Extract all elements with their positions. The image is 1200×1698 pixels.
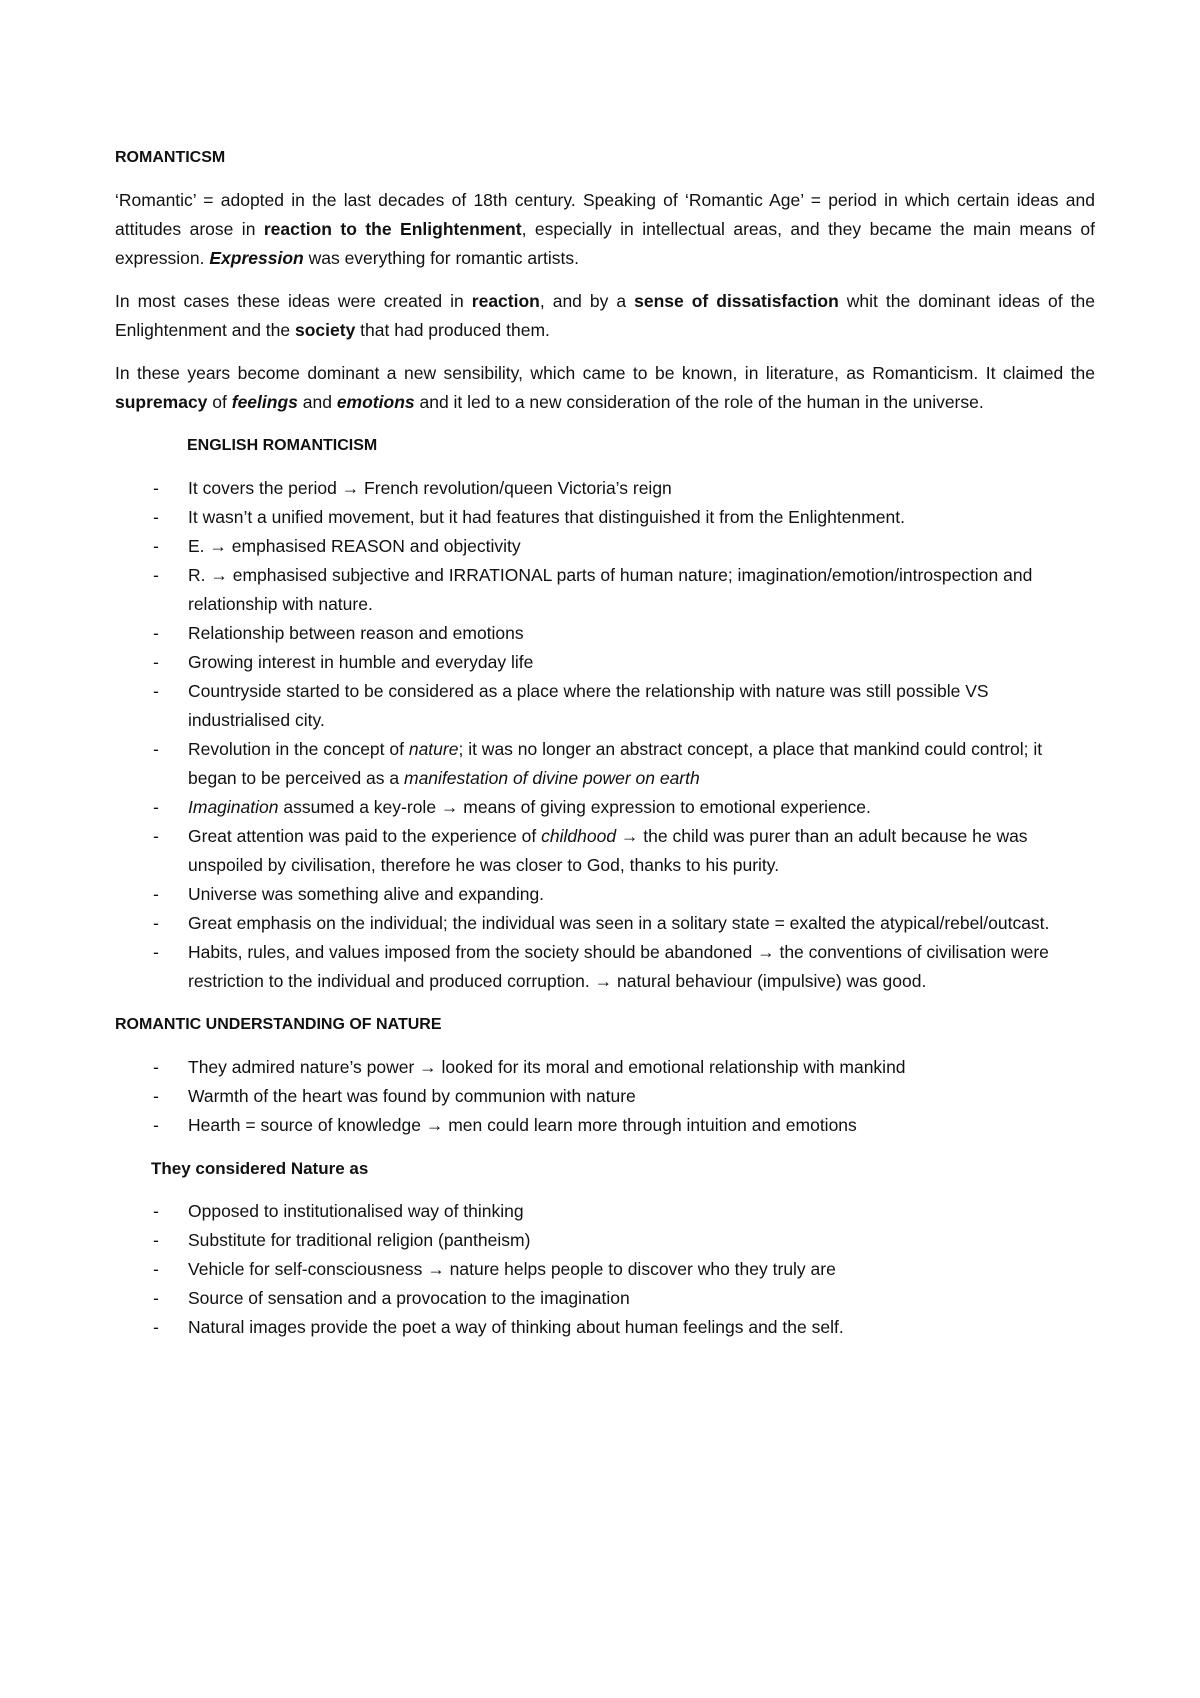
dash-bullet: - <box>153 478 159 498</box>
intro-paragraph-1 <box>115 186 1095 273</box>
dash-bullet: - <box>153 826 159 846</box>
list-item <box>115 793 1095 822</box>
list-item <box>115 735 1095 793</box>
list-item-text: Opposed to institutionalised way of thinking <box>188 1201 524 1221</box>
list-item <box>115 1053 1095 1082</box>
romantic-nature-heading: ROMANTIC UNDERSTANDING OF NATURE <box>115 1016 442 1033</box>
dash-bullet: - <box>153 1086 159 1106</box>
bold-text: sense of dissatisfaction <box>634 291 839 311</box>
dash-bullet: - <box>153 681 159 701</box>
list-item-text: Warmth of the heart was found by communion with nature <box>188 1086 636 1106</box>
list-item-text: Universe was something alive and expanding. <box>188 884 545 904</box>
list-item-text: Growing interest in humble and everyday life <box>188 652 534 672</box>
list-item <box>115 1111 1095 1140</box>
list-item <box>115 532 1095 561</box>
list-item <box>115 909 1095 938</box>
list-item-text: Countryside started to be considered as a place where the relationship with nature was still possible VS industrialised city. <box>188 681 989 730</box>
dash-bullet: - <box>153 536 159 556</box>
dash-bullet: - <box>153 942 159 962</box>
considered-nature-list <box>115 1197 1095 1342</box>
list-item <box>115 880 1095 909</box>
bold-italic-text: emotions <box>336 392 415 412</box>
list-item-text: It covers the period → French revolution/queen Victoria’s reign <box>188 478 672 498</box>
list-item <box>115 474 1095 503</box>
list-item <box>115 1284 1095 1313</box>
list-item <box>115 677 1095 735</box>
dash-bullet: - <box>153 652 159 672</box>
dash-bullet: - <box>153 1057 159 1077</box>
italic-text: Imagination <box>188 797 279 817</box>
text-run: of <box>207 392 232 412</box>
list-item <box>115 561 1095 619</box>
italic-text: manifestation of divine power on earth <box>404 768 700 788</box>
text-run: In most cases these ideas were created in <box>115 291 472 311</box>
text-run: and <box>297 392 337 412</box>
list-item <box>115 938 1095 996</box>
document-page <box>115 143 1095 1342</box>
list-item-text: Relationship between reason and emotions <box>188 623 524 643</box>
text-run: ; it was no longer an abstract concept, a place that mankind could control; it began to be perceived as a <box>188 739 1043 788</box>
text-run: In these years become dominant a new sensibility, which came to be known, in literature, as Romanticism. It claimed the <box>115 363 1095 383</box>
list-item-text: Natural images provide the poet a way of thinking about human feelings and the self. <box>188 1317 844 1337</box>
list-item-text: Substitute for traditional religion (pantheism) <box>188 1230 531 1250</box>
list-item-text: Great emphasis on the individual; the individual was seen in a solitary state = exalted the atypical/rebel/outcast. <box>188 913 1050 933</box>
list-item-text: Hearth = source of knowledge → men could learn more through intuition and emotions <box>188 1115 857 1135</box>
list-item-text: E. → emphasised REASON and objectivity <box>188 536 521 556</box>
italic-text: nature <box>408 739 459 759</box>
text-run: , and by a <box>539 291 635 311</box>
italic-text: childhood <box>541 826 617 846</box>
dash-bullet: - <box>153 1230 159 1250</box>
text-run: Great attention was paid to the experience of <box>188 826 542 846</box>
list-item-text: They admired nature’s power → looked for its moral and emotional relationship with mankind <box>188 1057 906 1077</box>
bold-text: society <box>295 320 356 340</box>
english-romanticism-heading: ENGLISH ROMANTICISM <box>187 437 378 454</box>
dash-bullet: - <box>153 1317 159 1337</box>
dash-bullet: - <box>153 884 159 904</box>
list-item-text: Source of sensation and a provocation to the imagination <box>188 1288 630 1308</box>
list-item-text: It wasn’t a unified movement, but it had features that distinguished it from the Enlightenment. <box>188 507 905 527</box>
list-item <box>115 503 1095 532</box>
text-run: assumed a key-role → means of giving expression to emotional experience. <box>278 797 871 817</box>
list-item <box>115 1255 1095 1284</box>
text-run: ‘Romantic’ = adopted in the last decades of 18th century. Speaking of ‘Romantic Age’ = period in which certain ideas and attitudes arose in <box>115 190 1095 239</box>
list-item-text: Habits, rules, and values imposed from the society should be abandoned → the conventions of civilisation were restriction to the individual and produced corruption. → natural behaviour (impulsive) was good. <box>188 942 1049 991</box>
list-item <box>115 648 1095 677</box>
romantic-nature-list <box>115 1053 1095 1140</box>
dash-bullet: - <box>153 1201 159 1221</box>
considered-nature-heading: They considered Nature as <box>151 1159 369 1178</box>
page-title: ROMANTICSM <box>115 149 226 166</box>
dash-bullet: - <box>153 565 159 585</box>
dash-bullet: - <box>153 739 159 759</box>
bold-text: supremacy <box>115 392 208 412</box>
text-run: was everything for romantic artists. <box>303 248 579 268</box>
text-run: whit the dominant ideas of the Enlightenment and the <box>115 291 1095 340</box>
text-run: that had produced them. <box>355 320 550 340</box>
list-item <box>115 1226 1095 1255</box>
dash-bullet: - <box>153 1288 159 1308</box>
intro-paragraph-3 <box>115 359 1095 417</box>
list-item <box>115 1313 1095 1342</box>
bold-italic-text: feelings <box>231 392 298 412</box>
dash-bullet: - <box>153 1115 159 1135</box>
dash-bullet: - <box>153 797 159 817</box>
bold-text: reaction <box>471 291 540 311</box>
text-run: , especially in intellectual areas, and they became the main means of expression. <box>115 219 1095 268</box>
list-item <box>115 822 1095 880</box>
dash-bullet: - <box>153 623 159 643</box>
english-romanticism-list <box>115 474 1095 996</box>
list-item <box>115 1082 1095 1111</box>
dash-bullet: - <box>153 1259 159 1279</box>
text-run: and it led to a new consideration of the role of the human in the universe. <box>414 392 984 412</box>
dash-bullet: - <box>153 913 159 933</box>
bold-text: reaction to the Enlightenment <box>263 219 522 239</box>
list-item <box>115 1197 1095 1226</box>
intro-paragraph-2 <box>115 287 1095 345</box>
text-run: → the child was purer than an adult because he was unspoiled by civilisation, therefore he was closer to God, thanks to his purity. <box>188 826 1028 875</box>
list-item-text: Vehicle for self-consciousness → nature helps people to discover who they truly are <box>188 1259 836 1279</box>
bold-italic-text: Expression <box>209 248 304 268</box>
text-run: Revolution in the concept of <box>188 739 409 759</box>
dash-bullet: - <box>153 507 159 527</box>
list-item-text: R. → emphasised subjective and IRRATIONAL parts of human nature; imagination/emotion/introspection and relationship with nature. <box>188 565 1033 614</box>
list-item <box>115 619 1095 648</box>
